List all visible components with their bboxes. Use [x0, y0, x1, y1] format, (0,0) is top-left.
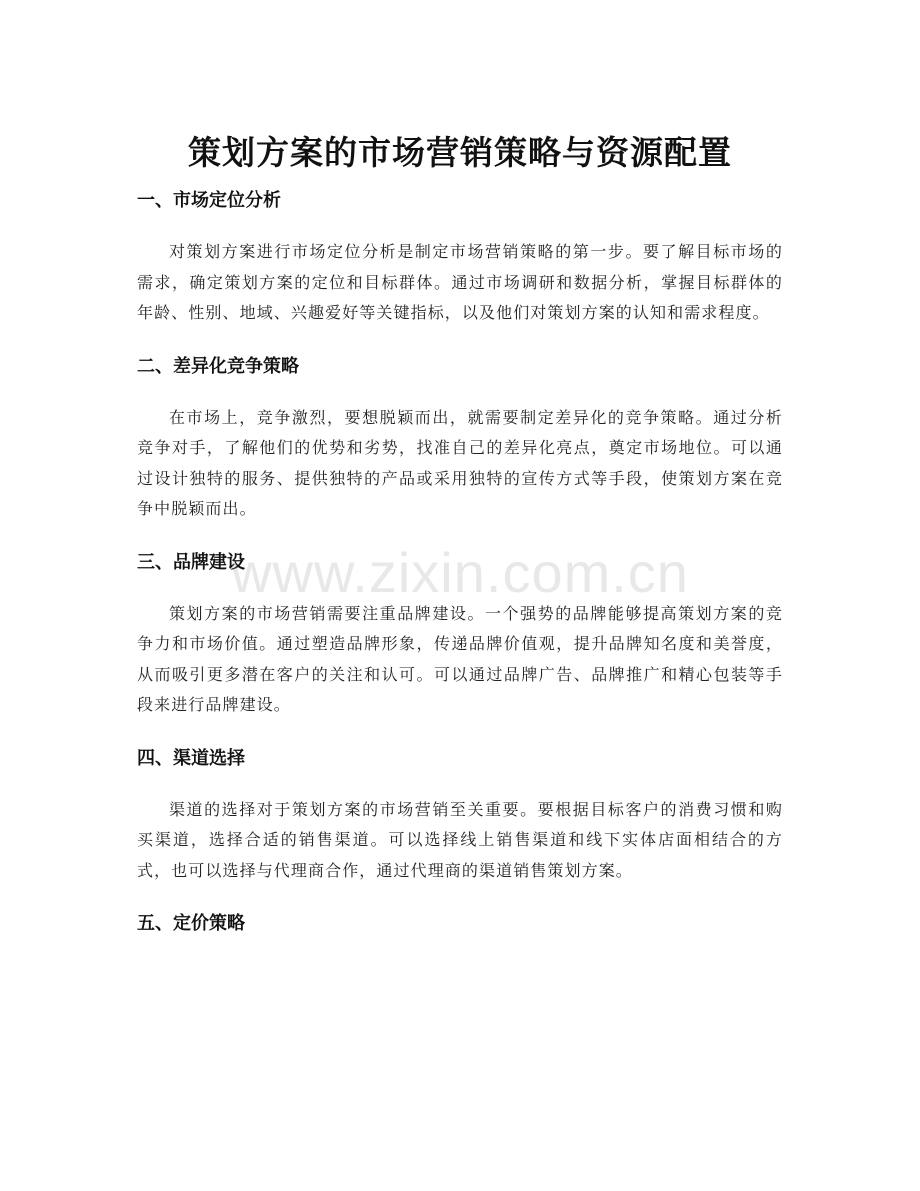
section-heading-market-positioning: 一、市场定位分析 — [137, 190, 281, 211]
document-title: 策划方案的市场营销策略与资源配置 — [188, 133, 732, 173]
section-body-brand-building: 策划方案的市场营销需要注重品牌建设。一个强势的品牌能够提高策划方案的竞争力和市场价值。通过塑造品牌形象，传递品牌价值观，提升品牌知名度和美誉度，从而吸引更多潜在客户的关注和认可。可以通过品牌广告、品牌推广和精心包装等手段来进行品牌建设。 — [137, 603, 783, 714]
section-body-channel-selection: 渠道的选择对于策划方案的市场营销至关重要。要根据目标客户的消费习惯和购买渠道，选择合适的销售渠道。可以选择线上销售渠道和线下实体店面相结合的方式，也可以选择与代理商合作，通过代理商的渠道销售策划方案。 — [137, 799, 783, 880]
section-heading-channel-selection: 四、渠道选择 — [137, 747, 245, 769]
section-heading-pricing-strategy: 五、定价策略 — [137, 913, 245, 934]
section-body-market-positioning: 对策划方案进行市场定位分析是制定市场营销策略的第一步。要了解目标市场的需求，确定策划方案的定位和目标群体。通过市场调研和数据分析，掌握目标群体的年龄、性别、地域、兴趣爱好等关键指标，以及他们对策划方案的认知和需求程度。 — [137, 242, 783, 322]
section-body-differentiation: 在市场上，竞争激烈，要想脱颖而出，就需要制定差异化的竞争策略。通过分析竞争对手，了解他们的优势和劣势，找准自己的差异化亮点，奠定市场地位。可以通过设计独特的服务、提供独特的产品或采用独特的宣传方式等手段，使策划方案在竞争中脱颖而出。 — [137, 407, 783, 518]
section-heading-brand-building: 三、品牌建设 — [137, 551, 245, 573]
document-content — [137, 186, 783, 939]
section-heading-differentiation: 二、差异化竞争策略 — [137, 355, 299, 377]
watermark: www.zixin.com.cn — [231, 541, 689, 604]
